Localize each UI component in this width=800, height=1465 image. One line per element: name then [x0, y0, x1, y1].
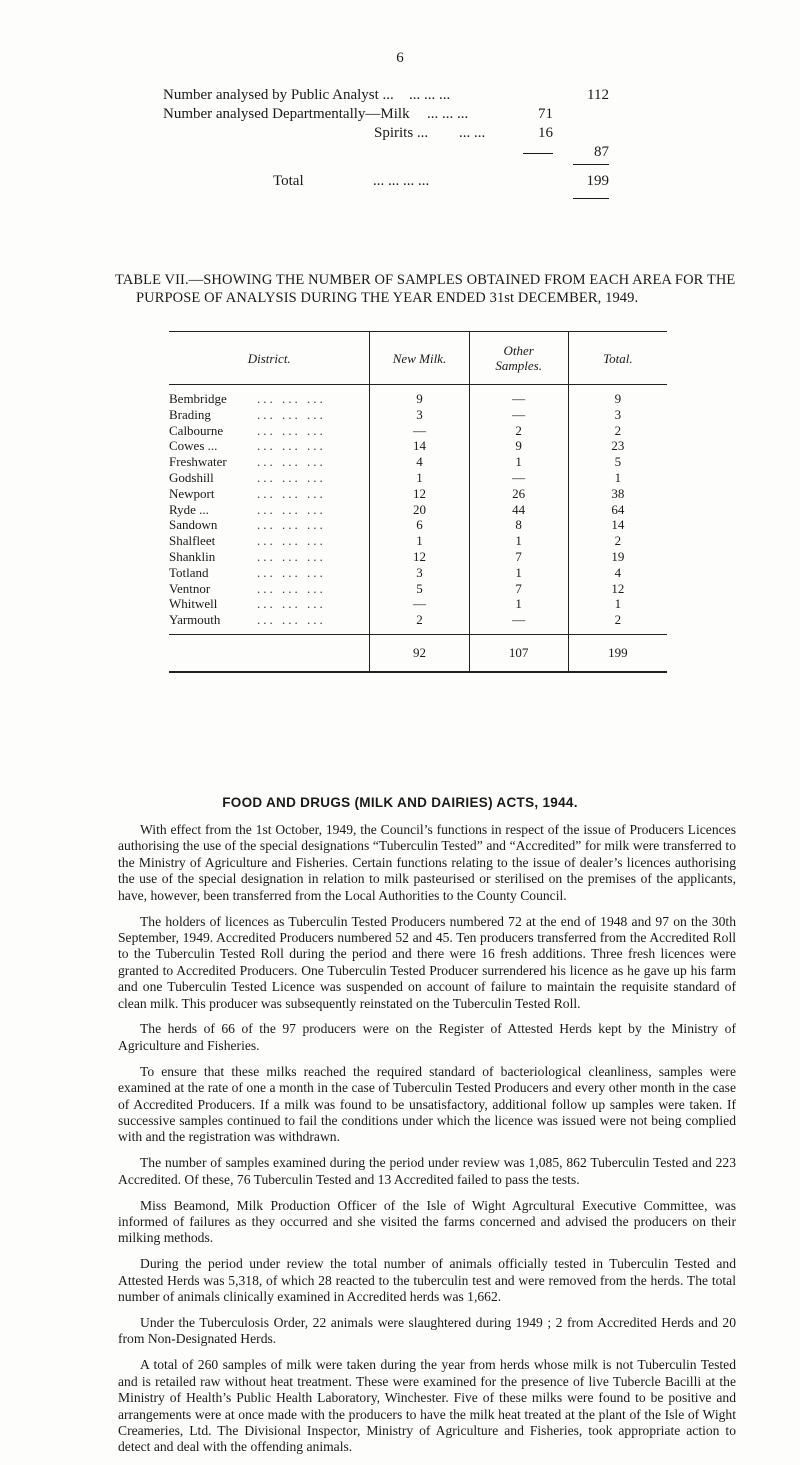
district-cell — [169, 533, 370, 549]
district-name: Sandown — [169, 517, 218, 533]
leader-dots: ... ... ... — [257, 406, 326, 422]
header-other-samples-text: Other Samples. — [495, 343, 542, 373]
section-title: FOOD AND DRUGS (MILK AND DAIRIES) ACTS, 1944. — [222, 795, 578, 810]
total-cell: 3 — [568, 407, 667, 423]
table-row — [169, 470, 667, 486]
total-cell: 2 — [568, 533, 667, 549]
new-milk-cell: 2 — [370, 612, 469, 634]
subtotal-rule — [523, 153, 553, 154]
district-name: Freshwater — [169, 454, 227, 470]
page-number: 6 — [396, 50, 404, 66]
summary-row-public-analyst — [163, 86, 643, 105]
district-cell — [169, 486, 370, 502]
totals-other-samples: 107 — [469, 634, 568, 672]
table-row — [169, 407, 667, 423]
district-name: Bembridge — [169, 391, 227, 406]
summary-row-spirits — [163, 124, 643, 143]
table-header-row — [169, 332, 667, 385]
leader-dots: ... ... ... — [257, 391, 326, 406]
table-row — [169, 502, 667, 518]
total-cell: 1 — [568, 596, 667, 612]
table-row — [169, 423, 667, 439]
total-bottom-rule — [573, 198, 609, 199]
new-milk-cell: 12 — [370, 549, 469, 565]
table-row — [169, 549, 667, 565]
totals-new-milk: 92 — [370, 634, 469, 672]
paragraph: The holders of licences as Tuberculin Tested Producers numbered 72 at the end of 1948 and 97 on the 30th September, 1949. Accredited Producers numbered 52 and 45. Ten producers transferred from the Accredited Roll to the Tuberculin Tested Roll during the period and there were 16 fresh additions. Three fresh licences were granted to Accredited Producers. One Tuberculin Tested Producer surrendered his licence as he gave up his farm and one Tuberculin Tested Licence was suspended on account of failure to maintain the requisite standard of clean milk. This producer was subsequently reinstated on the Tuberculin Tested Roll. — [118, 913, 736, 1011]
summary-row-dept-milk — [163, 105, 643, 124]
new-milk-cell: 4 — [370, 454, 469, 470]
other-samples-cell: 26 — [469, 486, 568, 502]
leader-dots: ... ... ... — [257, 533, 326, 549]
summary-label: Number analysed by Public Analyst ... — [163, 87, 394, 103]
total-cell: 5 — [568, 454, 667, 470]
total-cell: 9 — [568, 385, 667, 407]
district-name: Ryde ... — [169, 501, 209, 517]
total-cell: 19 — [568, 549, 667, 565]
other-samples-cell: 7 — [469, 581, 568, 597]
district-name: Newport — [169, 485, 215, 501]
table-row — [169, 517, 667, 533]
new-milk-cell: 3 — [370, 407, 469, 423]
total-cell: 1 — [568, 470, 667, 486]
leader-dots: ... ... ... — [257, 438, 326, 454]
district-name: Godshill — [169, 469, 214, 485]
table-row — [169, 454, 667, 470]
new-milk-cell: 1 — [370, 533, 469, 549]
table-row — [169, 581, 667, 597]
leader-dots: ... ... ... — [257, 596, 326, 612]
other-samples-cell: 2 — [469, 423, 568, 439]
district-name: Cowes ... — [169, 438, 218, 454]
total-cell: 2 — [568, 423, 667, 439]
totals-total: 199 — [568, 634, 667, 672]
header-other-samples — [469, 332, 568, 385]
summary-value: 71 — [538, 106, 553, 122]
district-name: Whitwell — [169, 596, 218, 612]
total-cell: 14 — [568, 517, 667, 533]
total-cell: 2 — [568, 612, 667, 634]
summary-value: 112 — [587, 87, 609, 103]
district-cell — [169, 612, 370, 634]
total-top-rule — [573, 164, 609, 165]
summary-label: Total — [273, 173, 304, 189]
paragraph: Under the Tuberculosis Order, 22 animals were slaughtered during 1949 ; 2 from Accredited Herds and 20 from Non-Designated Herds. — [118, 1315, 736, 1347]
leader-dots: ... ... ... — [257, 548, 326, 564]
leader-dots: ... ... ... — [257, 485, 326, 501]
total-cell: 12 — [568, 581, 667, 597]
total-cell: 4 — [568, 565, 667, 581]
leader-dots: ... ... ... — [257, 422, 326, 438]
leader-dots: ... ... ... — [257, 564, 326, 580]
summary-value: 16 — [538, 125, 553, 141]
district-cell — [169, 423, 370, 439]
table-row — [169, 612, 667, 634]
summary-row-total — [163, 172, 643, 191]
leader-dots: ... ... ... — [257, 454, 326, 470]
total-cell: 38 — [568, 486, 667, 502]
paragraph: With effect from the 1st October, 1949, the Council’s functions in respect of the issue of Producers Licences authorising the use of the special designations “Tuberculin Tested” and “Accredited” for milk were transferred to the Ministry of Agriculture and Fisheries. Certain functions relating to the issue of dealer’s licences authorising the use of the special designation in relation to milk pasteurised or sterilised on the premises of the applicants, have, however, been transferred from the Local Authorities to the County Council. — [118, 822, 736, 903]
district-name: Shalfleet — [169, 533, 216, 549]
other-samples-cell: 9 — [469, 438, 568, 454]
other-samples-cell: — — [469, 407, 568, 423]
leader-dots: ... ... ... — [257, 580, 326, 596]
body-text — [118, 822, 736, 1465]
summary-dots: ... ... — [459, 125, 486, 141]
other-samples-cell: 44 — [469, 502, 568, 518]
new-milk-cell: 9 — [370, 385, 469, 407]
other-samples-cell: — — [469, 385, 568, 407]
district-name: Ventnor — [169, 580, 211, 596]
district-cell — [169, 470, 370, 486]
new-milk-cell: 5 — [370, 581, 469, 597]
totals-label-cell — [169, 634, 370, 672]
other-samples-cell: 8 — [469, 517, 568, 533]
other-samples-cell: — — [469, 470, 568, 486]
table-row — [169, 385, 667, 407]
summary-label: Number analysed Departmentally—Milk — [163, 106, 410, 122]
new-milk-cell: — — [370, 596, 469, 612]
sample-summary — [163, 86, 643, 191]
summary-row-subtotal — [163, 143, 643, 162]
summary-value: 87 — [594, 144, 609, 160]
other-samples-cell: 1 — [469, 596, 568, 612]
total-cell: 64 — [568, 502, 667, 518]
district-name: Shanklin — [169, 548, 216, 564]
summary-label: Spirits ... — [374, 125, 429, 141]
summary-dots: ... ... ... — [427, 106, 469, 122]
other-samples-cell: 1 — [469, 533, 568, 549]
table-totals-row — [169, 634, 667, 672]
total-cell: 23 — [568, 438, 667, 454]
district-cell — [169, 385, 370, 407]
table-caption — [115, 271, 755, 307]
other-samples-cell: 1 — [469, 565, 568, 581]
other-samples-cell: — — [469, 612, 568, 634]
paragraph: To ensure that these milks reached the required standard of bacteriological cleanliness, samples were examined at the rate of one a month in the case of Tuberculin Tested Producers and every other month in the case of Accredited Producers. If a milk was found to be unsatisfactory, additional follow up samples were taken. If successive samples continued to fail the conditions under which the licence was issued were not being complied with and the registration was withdrawn. — [118, 1063, 736, 1145]
leader-dots: ... ... ... — [257, 469, 326, 485]
summary-dots: ... ... ... — [409, 87, 451, 103]
district-cell — [169, 517, 370, 533]
table-row — [169, 438, 667, 454]
header-new-milk: New Milk. — [370, 332, 469, 385]
other-samples-cell: 7 — [469, 549, 568, 565]
summary-value: 199 — [586, 173, 609, 189]
table-body — [169, 385, 667, 635]
district-cell — [169, 502, 370, 518]
district-name: Yarmouth — [169, 612, 221, 628]
new-milk-cell: 1 — [370, 470, 469, 486]
table-row — [169, 486, 667, 502]
district-name: Calbourne — [169, 422, 224, 438]
table-row — [169, 596, 667, 612]
leader-dots: ... ... ... — [257, 501, 326, 517]
district-cell — [169, 565, 370, 581]
new-milk-cell: 14 — [370, 438, 469, 454]
paragraph: The number of samples examined during the period under review was 1,085, 862 Tuberculin Tested and 223 Accredited. Of these, 76 Tuberculin Tested and 13 Accredited failed to pass the tests. — [118, 1155, 736, 1187]
district-cell — [169, 581, 370, 597]
leader-dots: ... ... ... — [257, 612, 326, 628]
table-row — [169, 565, 667, 581]
new-milk-cell: 12 — [370, 486, 469, 502]
new-milk-cell: 3 — [370, 565, 469, 581]
table-caption-line: PURPOSE OF ANALYSIS DURING THE YEAR ENDED 31st DECEMBER, 1949. — [136, 290, 639, 306]
new-milk-cell: — — [370, 423, 469, 439]
samples-by-district-table — [169, 331, 667, 673]
district-cell — [169, 549, 370, 565]
header-district: District. — [169, 332, 370, 385]
new-milk-cell: 20 — [370, 502, 469, 518]
table-row — [169, 533, 667, 549]
district-cell — [169, 454, 370, 470]
district-name: Totland — [169, 564, 209, 580]
paragraph: During the period under review the total number of animals officially tested in Tuberculin Tested and Attested Herds was 5,318, of which 28 reacted to the tuberculin test and were removed from the herds. The total number of animals clinically examined in Accredited herds was 1,662. — [118, 1256, 736, 1305]
district-cell — [169, 438, 370, 454]
paragraph: The herds of 66 of the 97 producers were on the Register of Attested Herds kept by the Ministry of Agriculture and Fisheries. — [118, 1021, 736, 1053]
district-cell — [169, 407, 370, 423]
paragraph: Miss Beamond, Milk Production Officer of the Isle of Wight Agrcultural Executive Committee, was informed of failures as they occurred and she visited the farms concerned and advised the producers on their milking methods. — [118, 1197, 736, 1246]
paragraph: A total of 260 samples of milk were taken during the year from herds whose milk is not Tuberculin Tested and is retailed raw without heat treatment. These were examined for the presence of live Tubercle Bacilli at the Ministry of Health’s Public Health Laboratory, Winchester. Five of these milks were found to be positive and arrangements were at once made with the producers to have the milk heat treated at the plant of the Isle of Wight Creameries, Ltd. The Divisional Inspector, Ministry of Agriculture and Fisheries, took appropriate action to detect and deal with the offending animals. — [118, 1357, 736, 1455]
leader-dots: ... ... ... — [257, 517, 326, 533]
district-name: Brading — [169, 406, 211, 422]
header-total: Total. — [568, 332, 667, 385]
summary-dots: ... ... ... ... — [373, 173, 430, 189]
new-milk-cell: 6 — [370, 517, 469, 533]
other-samples-cell: 1 — [469, 454, 568, 470]
district-cell — [169, 596, 370, 612]
table-caption-line: TABLE VII.—SHOWING THE NUMBER OF SAMPLES OBTAINED FROM EACH AREA FOR THE — [115, 272, 736, 288]
